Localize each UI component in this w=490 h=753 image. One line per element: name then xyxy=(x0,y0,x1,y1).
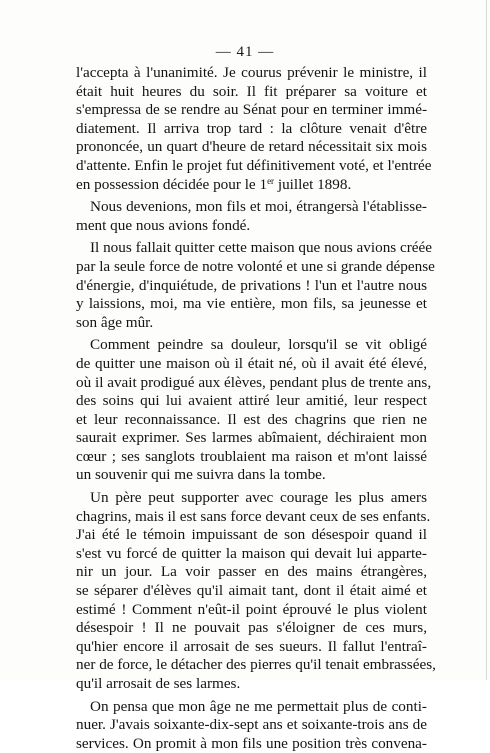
text-line: estimé ! Comment n'eût-il point éprouvé le plus violent xyxy=(76,600,427,618)
text-line: services. On promit à mon fils une position très convena- xyxy=(76,734,427,752)
text-line: J'ai été le témoin impuissant de son désespoir quand il xyxy=(76,526,427,544)
text-line: des soins qui lui avaient attiré leur amitié, leur respect xyxy=(76,392,427,410)
text-line: désespoir ! Il ne pouvait pas s'éloigner de ces murs, xyxy=(76,619,427,637)
text-line: Nous devenions, mon fils et moi, étrangersà l'établisse- xyxy=(90,198,427,216)
text-line: et leur reconnaissance. Il est des chagrins que rien ne xyxy=(76,410,427,428)
page-edge xyxy=(486,0,487,680)
text-line: qu'il arrosait de ses larmes. xyxy=(76,675,241,692)
paragraph xyxy=(76,64,432,194)
text-line: ment que nous avions fondé. xyxy=(76,216,251,234)
text-line: prononcée, un quart d'heure de retard nécessitait six mois xyxy=(76,138,427,156)
text-line: qu'hier encore il arrosait de ses sueurs. Il fallut l'entraî- xyxy=(76,637,427,655)
text-line: se séparer d'élèves qu'il aimait tant, dont il était aimé et xyxy=(76,582,427,600)
text-line: son âge mûr. xyxy=(76,313,154,331)
text-line: d'attente. Enfin le projet fut définitivement voté, et l'entrée xyxy=(76,156,432,174)
text-line: Il nous fallait quitter cette maison que nous avions créée xyxy=(90,239,433,257)
text-line: en possession décidée pour le 1er juillet 1898. xyxy=(76,175,352,193)
body-text xyxy=(76,64,436,753)
text-line: y laissions, moi, ma vie entière, mon fils, sa jeunesse et xyxy=(76,295,427,313)
text-line: où il avait prodigué aux élèves, pendant plus de trente ans, xyxy=(76,373,432,391)
text-line: Comment peindre sa douleur, lorsqu'il se vit obligé xyxy=(90,336,427,354)
text-line: d'énergie, d'inquiétude, de privations ! l'un et l'autre nous xyxy=(76,276,427,294)
text-line: On pensa que mon âge ne me permettait plus de conti- xyxy=(90,697,427,715)
text-line: s'empressa de se rendre au Sénat pour en terminer immé- xyxy=(76,101,427,119)
text-line: l'accepta à l'unanimité. Je courus prévenir le ministre, il xyxy=(76,64,427,81)
text-line: nuer. J'avais soixante-dix-sept ans et soixante-trois ans de xyxy=(76,716,427,734)
page-number: — 41 — xyxy=(215,44,275,60)
paragraph xyxy=(76,336,432,485)
text-line: cœur ; ses sanglots troublaient ma raison et m'ont laissé xyxy=(76,447,427,465)
text-line: nir un jour. La voir passer en des mains étrangères, xyxy=(76,563,427,581)
text-line: chagrins, mais il est sans force devant ceux de ses enfants. xyxy=(76,507,431,525)
text-line: diatement. Il arriva trop tard : la clôture venait d'être xyxy=(76,119,427,137)
text-line: était huit heures du soir. Il fit préparer sa voiture et xyxy=(76,82,427,100)
text-line: saurait exprimer. Ses larmes abîmaient, déchiraient mon xyxy=(76,429,427,447)
text-line: un souvenir qui me suivra dans la tombe. xyxy=(76,466,326,484)
paragraph xyxy=(76,198,427,235)
paragraph xyxy=(76,489,436,694)
text-line: de quitter une maison où il était né, où il avait été élevé, xyxy=(76,354,427,372)
text-line: Un père peut supporter avec courage les plus amers xyxy=(90,489,427,507)
text-line: par la seule force de notre volonté et une si grande dépense xyxy=(76,257,435,275)
paragraph xyxy=(76,698,427,753)
text-line: ner de force, le détacher des pierres qu'il tenait embrassées, xyxy=(76,656,436,674)
text-line: s'est vu forcé de quitter la maison qui devait lui apparte- xyxy=(76,544,427,562)
paragraph xyxy=(76,239,435,332)
